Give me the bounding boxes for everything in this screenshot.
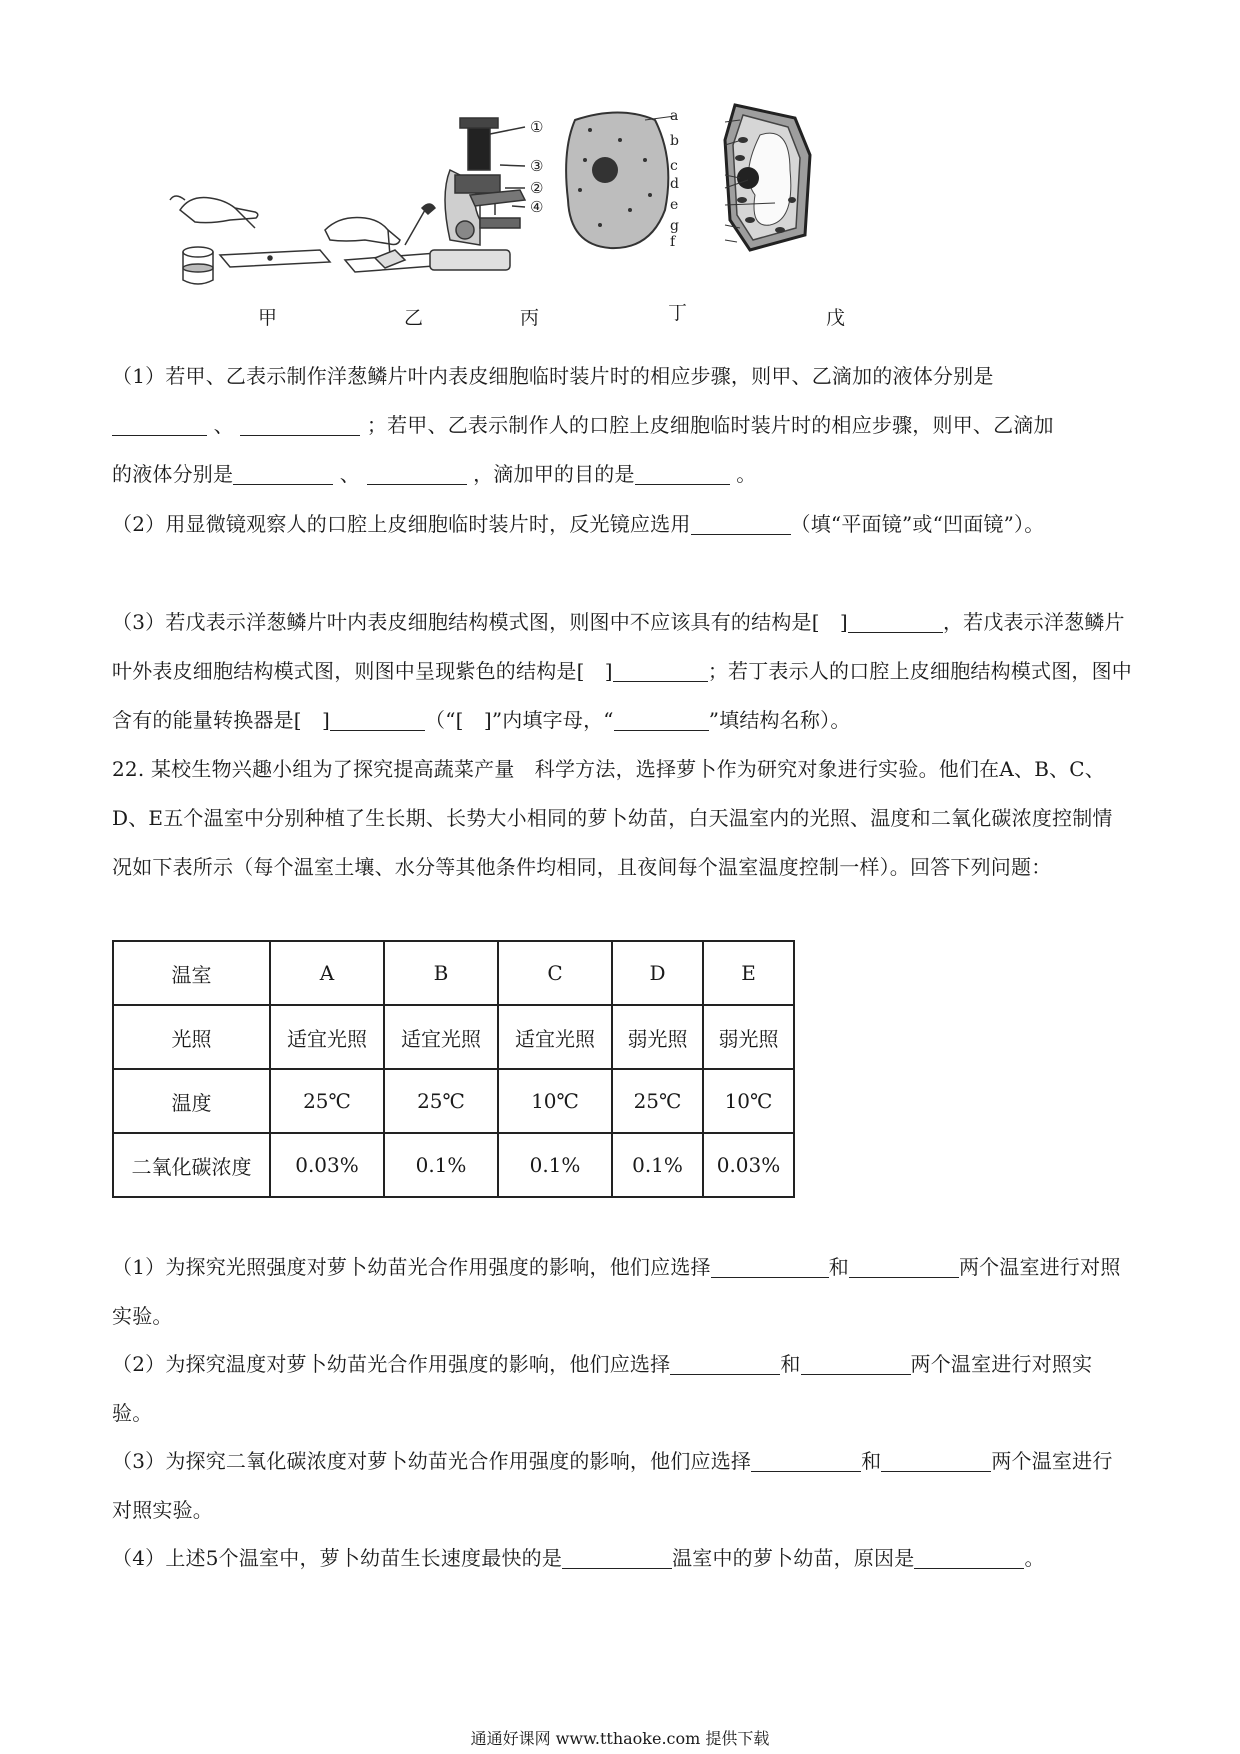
table-cell: 0.03% (703, 1133, 794, 1197)
microscope-illustration (430, 118, 525, 270)
cell-label-a: a (670, 108, 679, 124)
answer-blank[interactable] (881, 1447, 991, 1472)
cell-label-d: d (670, 176, 679, 192)
cell-label-e: e (670, 197, 679, 213)
panel-label-ding: 丁 (668, 302, 688, 324)
q22-p2-and: 和 (780, 1352, 801, 1376)
microscope-label-2: ② (530, 179, 544, 197)
table-cell: 温度 (113, 1069, 270, 1133)
table-cell: 温室 (113, 941, 270, 1005)
answer-blank[interactable] (367, 460, 467, 485)
q21-part3 (112, 598, 1132, 745)
cell-label-f: f (670, 234, 676, 250)
q21-p1-sep2: 、 (339, 462, 360, 486)
table-cell: 0.1% (384, 1133, 498, 1197)
q22-p2-text-b: 两个温室进行对照实验。 (112, 1352, 1093, 1425)
panel-label-jia: 甲 (258, 307, 278, 329)
q21-part2 (112, 500, 1132, 549)
q22-p1-text-a: （1）为探究光照强度对萝卜幼苗光合作用强度的影响，他们应选择 (112, 1255, 711, 1279)
answer-blank[interactable] (848, 608, 943, 633)
table-cell: D (612, 941, 703, 1005)
answer-blank[interactable] (670, 1350, 780, 1375)
q21-p2-text-b: （填“平面镜”或“凹面镜”）。 (790, 512, 1045, 536)
q22-p2-text-a: （2）为探究温度对萝卜幼苗光合作用强度的影响，他们应选择 (112, 1352, 671, 1376)
table-cell: 光照 (113, 1005, 270, 1069)
table-header-row (113, 941, 794, 1005)
table-cell: 25℃ (270, 1069, 384, 1133)
q21-p3-text-b: ，若戊表示洋葱鳞片叶外表皮细胞结构模式图，则图中呈现紫色的结构是[ ] (112, 610, 1125, 683)
answer-blank[interactable] (562, 1544, 672, 1569)
q21-p1-sep: 、 (213, 413, 234, 437)
answer-blank[interactable] (614, 706, 709, 731)
answer-blank[interactable] (914, 1544, 1024, 1569)
table-cell: 适宜光照 (270, 1005, 384, 1069)
q22-part1 (112, 1243, 1132, 1341)
table-cell: 弱光照 (703, 1005, 794, 1069)
q21-p3-text-d: （“[ ]”内填字母，“ (425, 708, 614, 732)
table-cell: 弱光照 (612, 1005, 703, 1069)
answer-blank[interactable] (751, 1447, 861, 1472)
experiment-figure (150, 100, 950, 335)
q21-p1-end: 。 (736, 462, 757, 486)
q21-p1-text-a: （1）若甲、乙表示制作洋葱鳞片叶内表皮细胞临时装片时的相应步骤，则甲、乙滴加的液体分别是 (112, 364, 994, 388)
table-cell: 10℃ (703, 1069, 794, 1133)
panel-label-wu: 戊 (826, 307, 846, 329)
q22-p1-and: 和 (828, 1255, 849, 1279)
q22-part4 (112, 1534, 1132, 1583)
q21-p3-text-c: ；若丁表示人的口腔上皮细胞结构模式图，图中含有的能量转换器是[ ] (112, 659, 1133, 732)
table-cell: 适宜光照 (384, 1005, 498, 1069)
q22-p4-text-a: （4）上述5个温室中，萝卜幼苗生长速度最快的是 (112, 1546, 563, 1570)
q22-p4-end: 。 (1024, 1546, 1045, 1570)
table-cell: 二氧化碳浓度 (113, 1133, 270, 1197)
q22-p4-text-b: 温室中的萝卜幼苗，原因是 (672, 1546, 915, 1570)
answer-blank[interactable] (691, 510, 791, 535)
q21-p3-text-e: ”填结构名称）。 (708, 708, 851, 732)
answer-blank[interactable] (635, 460, 730, 485)
answer-blank[interactable] (240, 411, 360, 436)
cell-label-g: g (670, 218, 679, 234)
q22-part2 (112, 1340, 1132, 1438)
table-row (113, 1005, 794, 1069)
q22-p3-text-a: （3）为探究二氧化碳浓度对萝卜幼苗光合作用强度的影响，他们应选择 (112, 1449, 752, 1473)
greenhouse-table (112, 940, 795, 1198)
table-cell: C (498, 941, 612, 1005)
q22-p1-text-b: 两个温室进行对照实验。 (112, 1255, 1121, 1328)
microscope-label-3: ③ (530, 157, 544, 175)
q21-p1-text-c: 的液体分别是 (112, 462, 234, 486)
answer-blank[interactable] (330, 706, 425, 731)
table-cell: B (384, 941, 498, 1005)
q22-intro: 22. 某校生物兴趣小组为了探究提高蔬菜产量 科学方法，选择萝卜作为研究对象进行实验。他们在A、B、C、D、E五个温室中分别种植了生长期、长势大小相同的萝卜幼苗，白天温室内的光照、温度和二氧化碳浓度控制情况如下表所示（每个温室土壤、水分等其他条件均相同，且夜间每个温室温度控制一样）。回答下列问题： (112, 757, 1113, 879)
q21-p1-text-b: ；若甲、乙表示制作人的口腔上皮细胞临时装片时的相应步骤，则甲、乙滴加 (366, 413, 1054, 437)
cell-label-b: b (670, 133, 679, 149)
table-cell: A (270, 941, 384, 1005)
answer-blank[interactable] (711, 1253, 829, 1278)
q22-p3-text-b: 两个温室进行对照实验。 (112, 1449, 1113, 1522)
panel-label-bing: 丙 (520, 307, 540, 329)
table-cell: E (703, 941, 794, 1005)
plant-cell-illustration (725, 105, 810, 250)
microscope-label-4: ④ (530, 198, 544, 216)
table-cell: 适宜光照 (498, 1005, 612, 1069)
q21-part1 (112, 352, 1132, 499)
answer-blank[interactable] (801, 1350, 911, 1375)
panel-label-yi: 乙 (404, 307, 424, 329)
table-cell: 25℃ (612, 1069, 703, 1133)
q21-p1-text-d: ，滴加甲的目的是 (473, 462, 635, 486)
table-row (113, 1133, 794, 1197)
page-footer: 通通好课网 www.tthaoke.com 提供下载 (470, 1729, 770, 1748)
q22-p3-and: 和 (861, 1449, 882, 1473)
table-cell: 10℃ (498, 1069, 612, 1133)
answer-blank[interactable] (613, 657, 708, 682)
answer-blank[interactable] (849, 1253, 959, 1278)
q21-p3-text-a: （3）若戊表示洋葱鳞片叶内表皮细胞结构模式图，则图中不应该具有的结构是[ ] (112, 610, 848, 634)
animal-cell-illustration (566, 113, 675, 249)
cell-label-c: c (670, 158, 678, 174)
table-row (113, 1069, 794, 1133)
answer-blank[interactable] (233, 460, 333, 485)
answer-blank[interactable] (112, 411, 207, 436)
q21-p2-text-a: （2）用显微镜观察人的口腔上皮细胞临时装片时，反光镜应选用 (112, 512, 691, 536)
table-cell: 25℃ (384, 1069, 498, 1133)
table-cell: 0.03% (270, 1133, 384, 1197)
table-cell: 0.1% (498, 1133, 612, 1197)
microscope-label-1: ① (530, 118, 544, 136)
panel-jia-illustration (170, 196, 330, 284)
q22-part3 (112, 1437, 1132, 1535)
table-cell: 0.1% (612, 1133, 703, 1197)
